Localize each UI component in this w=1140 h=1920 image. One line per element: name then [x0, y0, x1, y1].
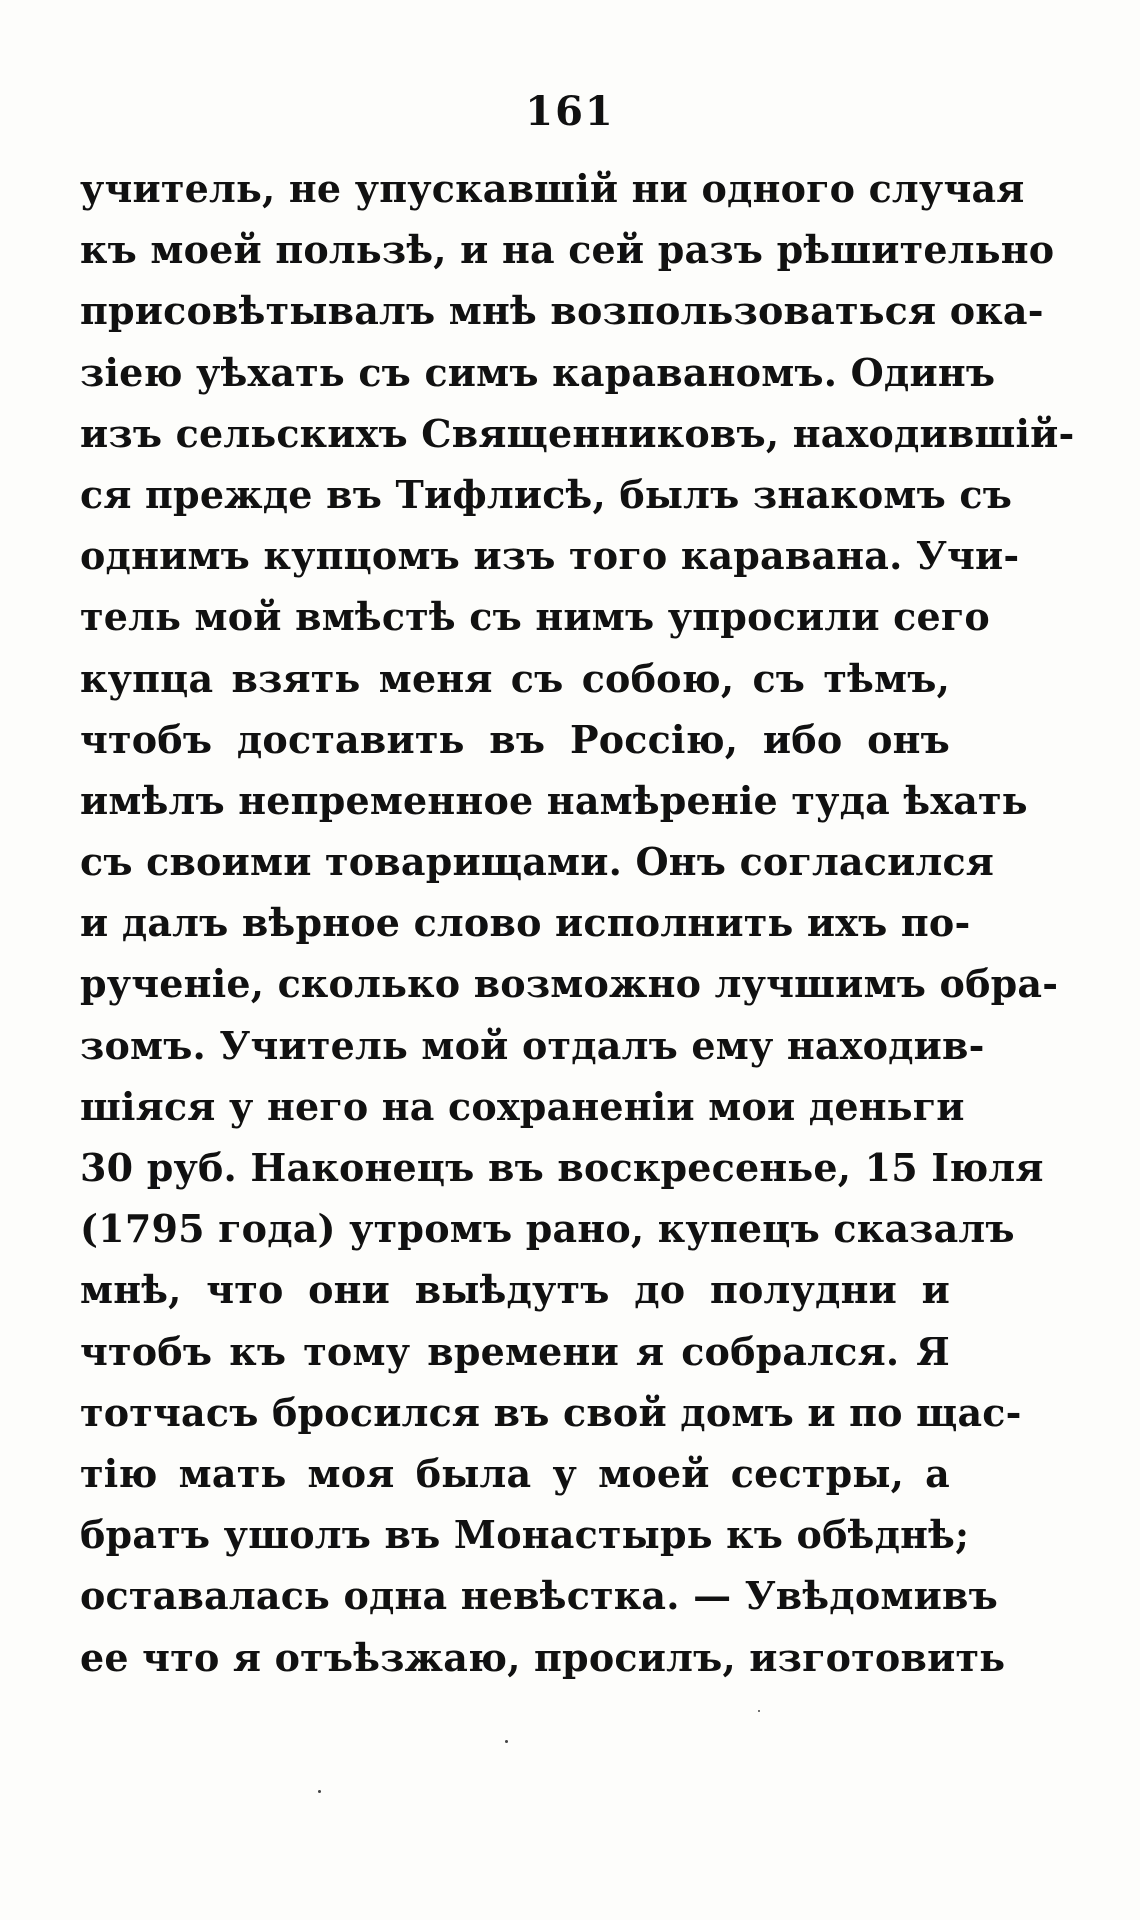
text-line: рученіе, сколько возможно лучшимъ обра-	[80, 961, 1059, 1007]
text-line: имѣлъ непременное намѣреніе туда ѣхать	[80, 777, 1028, 823]
text-line: однимъ купцомъ изъ того каравана. Учи-	[80, 533, 1020, 579]
text-line: тію мать моя была у моей сестры, а	[80, 1450, 950, 1496]
text-line: чтобъ къ тому времени я собрался. Я	[80, 1328, 950, 1374]
text-line: тель мой вмѣстѣ съ нимъ упросили сего	[80, 594, 990, 640]
body-text	[80, 158, 1075, 1688]
ink-speck	[758, 1710, 760, 1712]
text-line: къ моей пользѣ, и на сей разъ рѣшительно	[80, 227, 1055, 273]
text-line: съ своими товарищами. Онъ согласился	[80, 839, 995, 885]
ink-speck	[318, 1790, 321, 1793]
text-line: зомъ. Учитель мой отдалъ ему находив-	[80, 1022, 985, 1068]
text-line: чтобъ доставить въ Россію, ибо онъ	[80, 716, 950, 762]
text-line: ее что я отъѣзжаю, просилъ, изготовить	[80, 1634, 1006, 1680]
text-line: мнѣ, что они выѣдутъ до полудни и	[80, 1267, 950, 1313]
page-number: 161	[525, 88, 615, 135]
text-line: тотчасъ бросился въ свой домъ и по щас-	[80, 1389, 1022, 1435]
text-line: шіяся у него на сохраненіи мои деньги	[80, 1083, 965, 1129]
text-line: изъ сельскихъ Священниковъ, находившій-	[80, 410, 1075, 456]
ink-speck	[505, 1740, 508, 1743]
text-line: присовѣтывалъ мнѣ возпользоваться ока-	[80, 288, 1044, 334]
text-line: оставалась одна невѣстка. — Увѣдомивъ	[80, 1573, 998, 1619]
text-line: зіею уѣхать съ симъ караваномъ. Одинъ	[80, 349, 996, 395]
text-line: учитель, не упускавшій ни одного случая	[80, 166, 1025, 211]
text-line: (1795 года) утромъ рано, купецъ сказалъ	[80, 1206, 1015, 1252]
text-line: и далъ вѣрное слово исполнить ихъ по-	[80, 900, 971, 946]
text-line: ся прежде въ Тифлисѣ, былъ знакомъ съ	[80, 471, 1013, 517]
text-line: купца взять меня съ собою, съ тѣмъ,	[80, 655, 950, 701]
text-line: братъ ушолъ въ Монастырь къ обѣднѣ;	[80, 1512, 970, 1558]
text-line: 30 руб. Наконецъ въ воскресенье, 15 Іюля	[80, 1145, 1044, 1190]
